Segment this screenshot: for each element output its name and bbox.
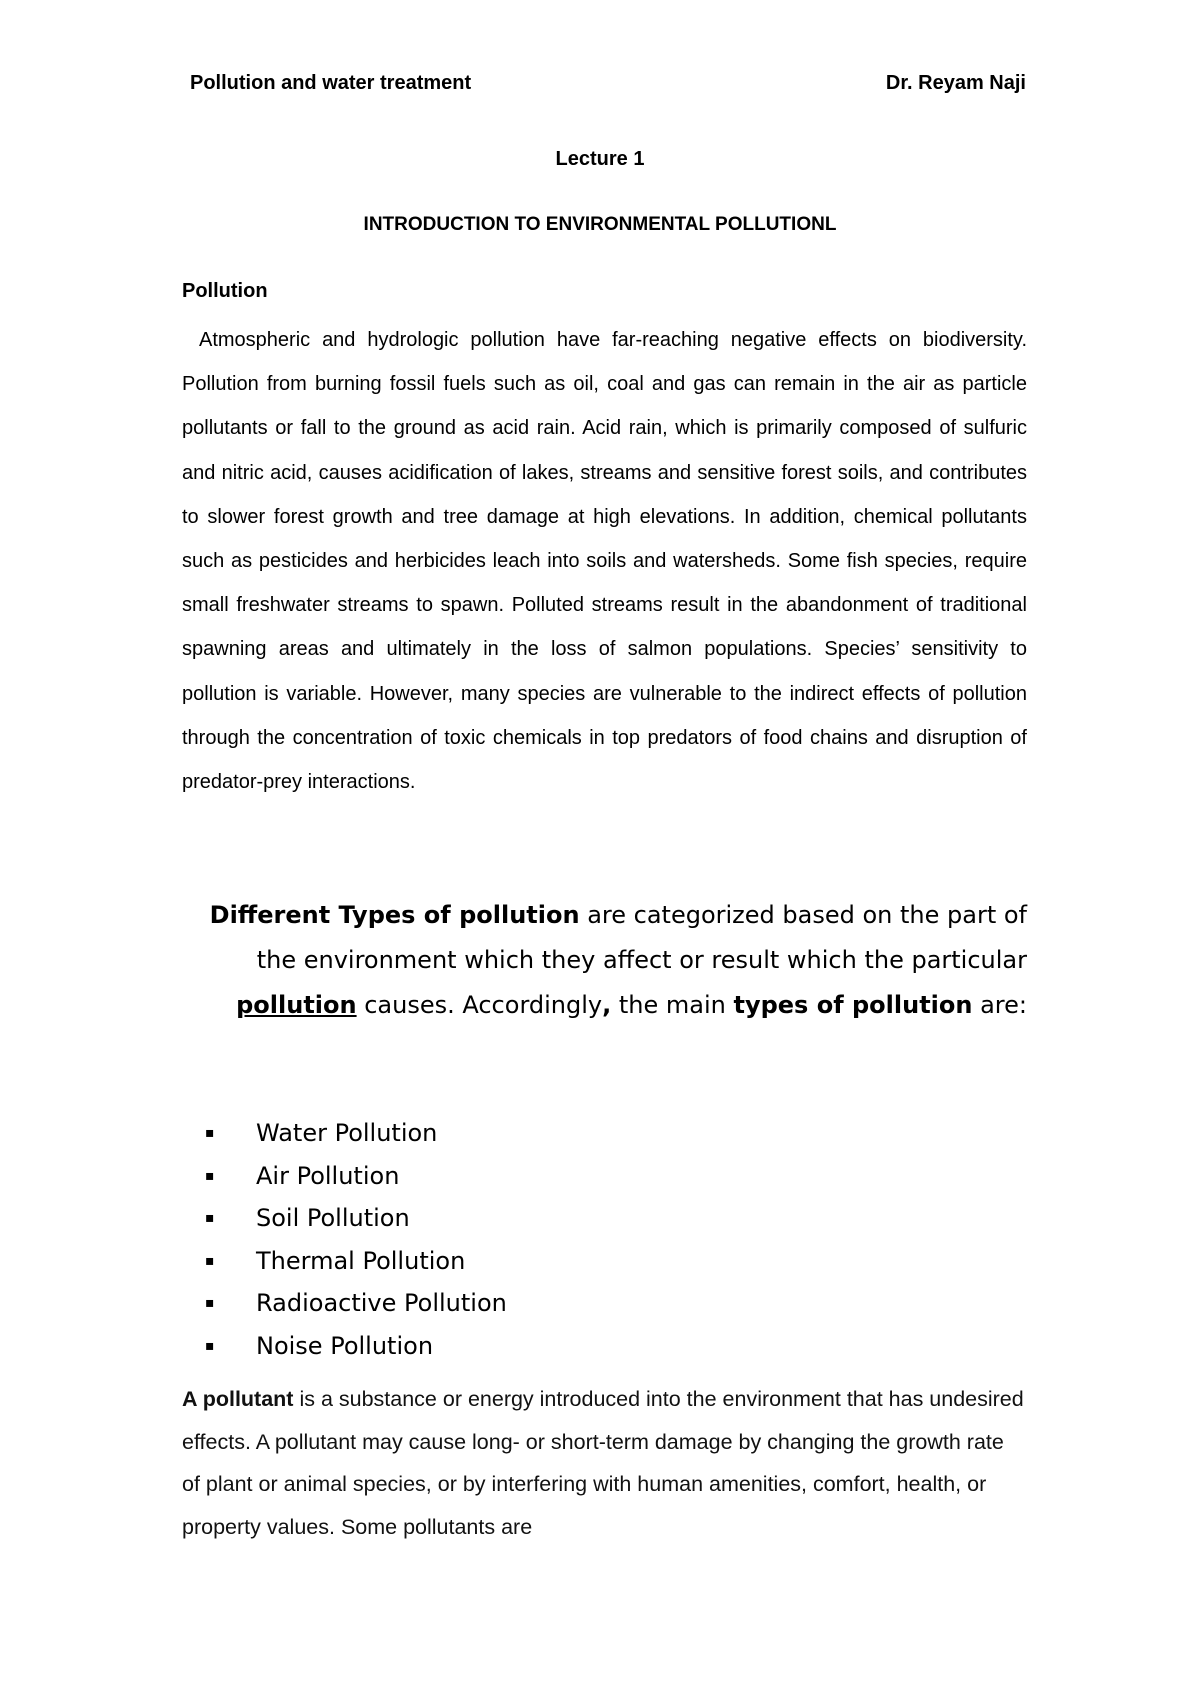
types-bold-phrase: types of pollution bbox=[733, 991, 973, 1019]
types-bold-comma: , bbox=[602, 991, 612, 1019]
list-item-label: Air Pollution bbox=[256, 1161, 400, 1190]
header-author: Dr. Reyam Naji bbox=[885, 72, 1026, 94]
pollution-underlined-term: pollution bbox=[236, 991, 357, 1019]
square-bullet-icon: ▪ bbox=[205, 1295, 215, 1312]
types-text-3: the main bbox=[611, 991, 734, 1019]
pollution-paragraph-text: Atmospheric and hydrologic pollution have far-reaching negative effects on biodiversity. Pollution from burning fossil fuels such as oil, coal and gas can remain in the air as particle pollutants or fall to the ground as acid rain. Acid rain, which is primarily composed of sulfuric and nitric acid, causes acidification of lakes, streams and sensitive forest soils, and contributes to slower forest growth and tree damage at high elevations. In addition, chemical pollutants such as pesticides and herbicides leach into soils and watersheds. Some fish species, require small freshwater streams to spawn. Polluted streams result in the abandonment of traditional spawning areas and ultimately in the loss of salmon populations. Species’ sensitivity to pollution is variable. However, many species are vulnerable to the indirect effects of pollution through the concentration of toxic chemicals in top predators of food chains and disruption of predator-prey interactions. bbox=[182, 329, 1027, 794]
types-text-2: causes. Accordingly bbox=[356, 991, 603, 1019]
types-text-4: are: bbox=[972, 991, 1027, 1019]
pollutant-paragraph bbox=[182, 1378, 1027, 1548]
square-bullet-icon: ▪ bbox=[205, 1125, 215, 1141]
square-bullet-icon: ▪ bbox=[205, 1252, 215, 1269]
pollutant-paragraph-text: is a substance or energy introduced into the environment that has undesired effects. A pollutant may cause long- or short-term damage by changing the growth rate of plant or animal species, or by interfering with human amenities, comfort, health, or property values. Some pollutants are bbox=[182, 1387, 1024, 1539]
types-paragraph bbox=[182, 893, 1027, 1028]
list-item-label: Soil Pollution bbox=[256, 1204, 410, 1233]
pollutant-bold-term: A pollutant bbox=[182, 1387, 294, 1411]
lecture-label: Lecture 1 bbox=[555, 148, 645, 170]
square-bullet-icon: ▪ bbox=[205, 1167, 215, 1184]
types-text-1: are categorized based on the part of the environment which they affect or result which the particular bbox=[256, 901, 1027, 974]
list-item-label: Thermal Pollution bbox=[256, 1246, 466, 1275]
list-item-label: Water Pollution bbox=[256, 1119, 438, 1147]
section-heading: Pollution bbox=[182, 280, 268, 302]
pollution-paragraph bbox=[182, 318, 1027, 804]
list-item-label: Noise Pollution bbox=[256, 1331, 434, 1360]
header-course-title: Pollution and water treatment bbox=[190, 72, 472, 94]
types-bold-term: Different Types of pollution bbox=[209, 901, 580, 929]
square-bullet-icon: ▪ bbox=[205, 1337, 215, 1354]
square-bullet-icon: ▪ bbox=[205, 1210, 215, 1227]
lecture-title: INTRODUCTION TO ENVIRONMENTAL POLLUTIONL bbox=[363, 214, 837, 235]
list-item-label: Radioactive Pollution bbox=[256, 1289, 507, 1318]
